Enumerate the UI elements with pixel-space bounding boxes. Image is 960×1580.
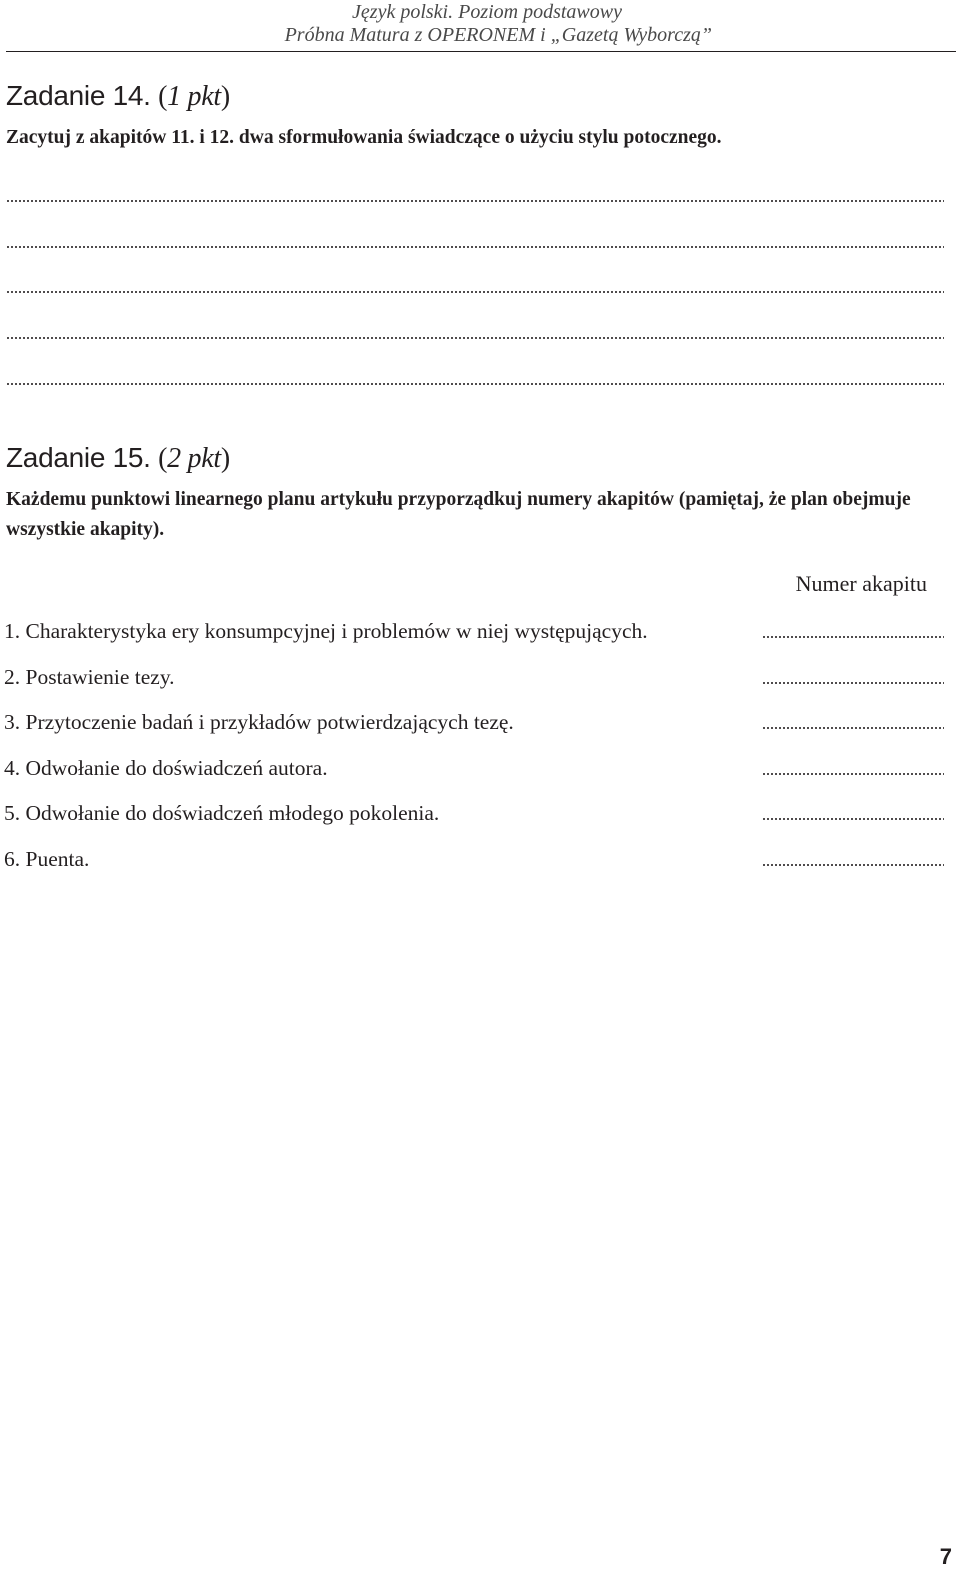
task-14-label: Zadanie 14. xyxy=(6,80,151,111)
header-rule xyxy=(6,51,956,52)
plan-item-text: 6. Puenta. xyxy=(4,847,90,871)
task-15-paren-open: ( xyxy=(158,443,168,474)
plan-item-text: 2. Postawienie tezy. xyxy=(4,665,175,689)
header-subject: Język polski. Poziom podstawowy xyxy=(352,1,622,23)
answer-line-4[interactable] xyxy=(6,337,944,339)
task-15-instruction: Każdemu punktowi linearnego planu artykułu przyporządkuj numery akapitów (pamiętaj, że plan obejmuje wszystkie akapity). xyxy=(6,489,911,540)
plan-item xyxy=(4,663,944,691)
column-header-paragraph-number: Numer akapitu xyxy=(795,571,927,596)
answer-line-1[interactable] xyxy=(6,200,944,202)
plan-item xyxy=(4,617,944,645)
plan-item-answer-field[interactable] xyxy=(762,773,944,775)
task-15-points: 2 pkt xyxy=(167,443,221,474)
plan-item-text: 3. Przytoczenie badań i przykładów potwierdzających tezę. xyxy=(4,710,514,734)
page-number: 7 xyxy=(939,1544,952,1569)
answer-line-2[interactable] xyxy=(6,246,944,248)
plan-item xyxy=(4,845,944,873)
task-14-instruction: Zacytuj z akapitów 11. i 12. dwa sformułowania świadczące o użyciu stylu potocznego. xyxy=(6,127,722,148)
plan-item-text: 4. Odwołanie do doświadczeń autora. xyxy=(4,756,328,780)
plan-item-answer-field[interactable] xyxy=(762,864,944,866)
task-14-paren-close: ) xyxy=(220,81,230,112)
answer-line-3[interactable] xyxy=(6,291,944,293)
task-14-points: 1 pkt xyxy=(167,81,221,112)
plan-item xyxy=(4,708,944,736)
task-15-paren-close: ) xyxy=(220,443,230,474)
plan-item xyxy=(4,799,944,827)
header-exam-title: Próbna Matura z OPERONEM i „Gazetą Wyborczą” xyxy=(284,24,712,46)
plan-item-answer-field[interactable] xyxy=(762,818,944,820)
plan-item-answer-field[interactable] xyxy=(762,727,944,729)
plan-item-answer-field[interactable] xyxy=(762,636,944,638)
task-14-paren-open: ( xyxy=(158,81,168,112)
task-15-label: Zadanie 15. xyxy=(6,442,151,473)
plan-item-answer-field[interactable] xyxy=(762,682,944,684)
plan-item-text: 1. Charakterystyka ery konsumpcyjnej i problemów w niej występujących. xyxy=(4,619,648,643)
plan-item-text: 5. Odwołanie do doświadczeń młodego pokolenia. xyxy=(4,801,440,825)
answer-line-5[interactable] xyxy=(6,383,944,385)
plan-item xyxy=(4,754,944,782)
task-14-title xyxy=(6,80,230,113)
task-15-title xyxy=(6,442,230,475)
